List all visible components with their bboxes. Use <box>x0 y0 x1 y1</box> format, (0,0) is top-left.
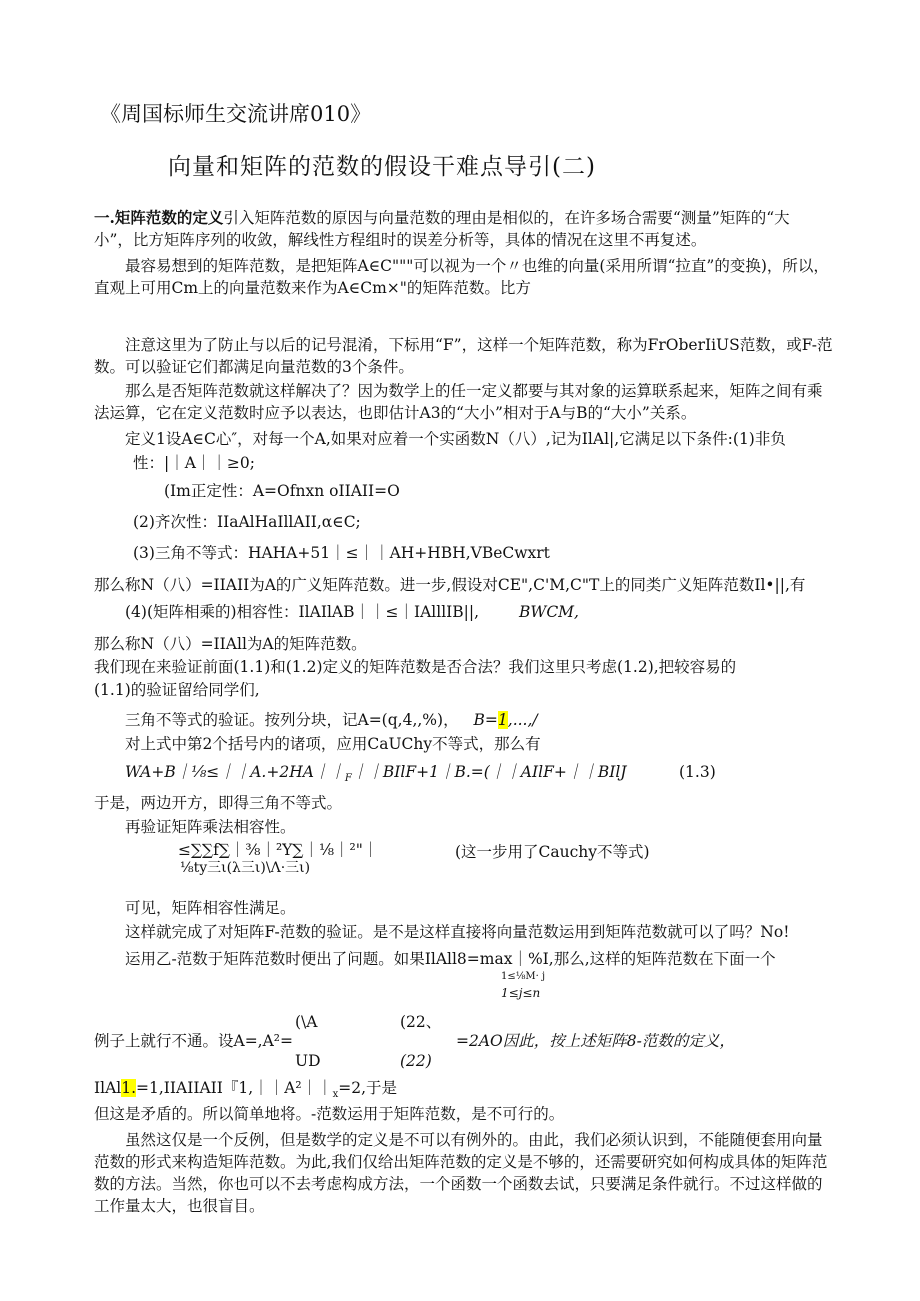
equation-1-3: $WA+B|\frac{1}{8}\le||A.+2HA||_F||BIlF+1|B.=(||AIlF+||BIlJ$ <box>125 763 627 785</box>
max-subscript-top: 1≤⅛M· j <box>501 971 546 982</box>
notice-line-1: 注意这里为了防止与以后的记号混淆，下标用“F”，这样一个矩阵范数，称为FrOberIiUS范数，或F-范 <box>125 336 833 354</box>
section-1-line-4: 直观上可用Cm上的向量范数来作为A∈Cm×"的矩阵范数。比方 <box>94 279 531 297</box>
section-1-line-3: 最容易想到的矩阵范数，是把矩阵A∈C"""可以视为一个〃也维的向量(采用所谓“拉直”的变换)，所以， <box>125 257 829 275</box>
definition-compatibility: (4)(矩阵相乘的)相容性：IlAIlAB｜｜≤｜IAlllIB||, <box>125 603 480 621</box>
verify-line-8: 这样就完成了对矩阵F-范数的验证。是不是这样直接将向量范数运用到矩阵范数就可以了吗？No! <box>125 923 790 941</box>
example-line-1: 例子上就行不通。设A=,A²= <box>94 1032 294 1050</box>
verify-line-9: 运用乙-范数于矩阵范数时便出了问题。如果IlAll8=max｜%I,那么,这样的矩阵范数在下面一个 <box>125 950 776 968</box>
example-line-2: IlAl1.=1,IIAIIAII『$1,||A^2||_x=2$,于是 <box>94 1079 398 1101</box>
verify-line-1: 我们现在来验证前面(1.1)和(1.2)定义的矩阵范数是否合法？我们这里只考虑(1.2),把较容易的 <box>94 658 737 676</box>
example-line-1-right: =2AO因此，按上述矩阵8-范数的定义， <box>456 1032 735 1050</box>
closing-line-4: 工作量太大，也很盲目。 <box>94 1197 265 1215</box>
notice-line-3: 那么是否矩阵范数就这样解决了？因为数学上的任一定义都要与其对象的运算联系起来，矩阵之间有乘 <box>125 382 823 400</box>
definition-condition-1: 性：|｜A｜｜≥0; <box>133 454 255 472</box>
definition-line-1: 定义1设A∈C心″，对每一个A,如果对应着一个实函数N（八）,记为IlAl|,它满足以下条件:(1)非负 <box>125 430 786 448</box>
cauchy-note: (这一步用了Cauchy不等式) <box>455 843 650 861</box>
page-title: 向量和矩阵的范数的假设干难点导引(二) <box>168 154 596 180</box>
example-line-3: 但这是矛盾的。所以简单地将。-范数运用于矩阵范数，是不可行的。 <box>94 1105 565 1123</box>
verify-line-4: 对上式中第2个括号内的诸项，应用CaUChy不等式，那么有 <box>125 735 541 753</box>
closing-line-2: 范数的形式来构造矩阵范数。为此,我们仅给出矩阵范数的定义是不够的，还需要研究如何构成具体的矩阵范 <box>94 1153 828 1171</box>
definition-line-8: 那么称N（八）=IIAll为A的矩阵范数。 <box>94 635 367 653</box>
section-1-line-2: 小”，比方矩阵序列的收敛，解线性方程组时的误差分析等，具体的情况在这里不再复述。 <box>94 231 707 249</box>
definition-homogeneity: (2)齐次性：IIaAlHaIllAII,α∈C; <box>133 513 361 531</box>
matrix-a-top: (\A <box>295 1013 318 1031</box>
closing-line-1: 虽然这仅是一个反例，但是数学的定义是不可以有例外的。由此，我们必须认识到，不能随便套用向量 <box>125 1131 823 1149</box>
matrix-a2-bottom: (22) <box>400 1052 432 1070</box>
lecture-series-title: 《周国标师生交流讲席010》 <box>100 102 372 126</box>
verify-line-3: 三角不等式的验证。按列分块，记A=(q,4,,%)， B=1,...,/ <box>125 711 538 729</box>
matrix-a-bottom: UD <box>295 1052 321 1070</box>
sum-expression: ≤∑∑f∑｜⅜｜²Y∑｜⅛｜²"｜ <box>178 841 379 859</box>
verify-line-5: 于是，两边开方，即得三角不等式。 <box>94 794 343 812</box>
equation-number: (1.3) <box>679 763 716 781</box>
section-heading: 一.矩阵范数的定义 <box>94 208 224 227</box>
verify-line-2: (1.1)的验证留给同学们, <box>94 681 260 699</box>
definition-positive-definite: (Im正定性：A=Ofnxn oIIAII=O <box>164 482 400 500</box>
sum-expression-subscripts: ⅛ty三ι(λ三ι)\Λ·三ι) <box>180 860 311 876</box>
verify-line-6: 再验证矩阵乘法相容性。 <box>125 818 296 836</box>
matrix-a2-top: (22、 <box>400 1013 442 1031</box>
verify-line-7: 可见，矩阵相容性满足。 <box>125 899 296 917</box>
notice-line-4: 法运算，它在定义范数时应予以表达，也即估计A3的“大小”相对于A与B的“大小”关系。 <box>94 404 697 422</box>
definition-compatibility-domain: BWCM, <box>519 603 579 621</box>
closing-line-3: 数的方法。当然，你也可以不去考虑构成方法，一个函数一个函数去试，只要满足条件就行。不过这样做的 <box>94 1175 823 1193</box>
section-1-line-1: 一.矩阵范数的定义引入矩阵范数的原因与向量范数的理由是相似的，在许多场合需要“测量”矩阵的“大 <box>94 208 790 227</box>
definition-line-6: 那么称N（八）=IIAII为A的广义矩阵范数。进一步,假设对CE",C'M,C"T上的同类广义矩阵范数Il•||,有 <box>94 576 806 594</box>
definition-triangle-inequality: (3)三角不等式：HAHA+51｜≤｜｜AH+HBH,VBeCwxrt <box>133 544 550 562</box>
max-subscript-bottom: 1≤j≤n <box>501 986 541 1000</box>
notice-line-2: 数。可以验证它们都满足向量范数的3个条件。 <box>94 358 414 376</box>
